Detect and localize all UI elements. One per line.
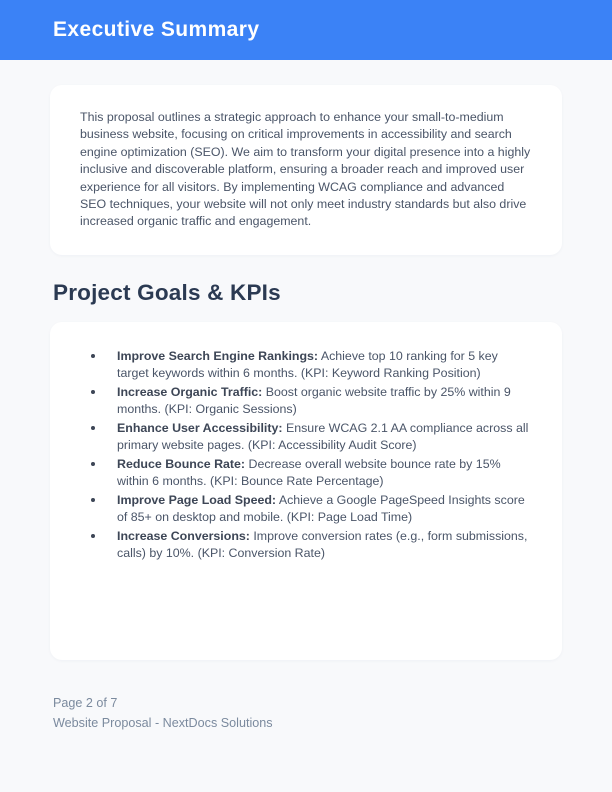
bullet-icon [91,426,95,430]
list-item [117,456,532,491]
goal-label: Reduce Bounce Rate: [117,456,246,471]
goal-label: Improve Search Engine Rankings: [117,348,319,363]
bullet-icon [91,462,95,466]
goal-text: Achieve top 10 ranking for 5 key target keywords within 6 months. (KPI: Keyword Ranking Position) [117,348,498,381]
page-footer [53,693,562,733]
goal-label: Increase Organic Traffic: [117,384,263,399]
bullet-icon [91,534,95,538]
page-header [0,0,612,60]
page-number: Page 2 of 7 [53,695,118,710]
section-title-project-goals: Project Goals & KPIs [53,279,281,305]
goal-text: Achieve a Google PageSpeed Insights score of 85+ on desktop and mobile. (KPI: Page Load Time) [117,492,525,525]
bullet-icon [91,498,95,502]
goal-text: Boost organic website traffic by 25% within 9 months. (KPI: Organic Sessions) [117,384,511,417]
executive-summary-text: This proposal outlines a strategic approach to enhance your small-to-medium business website, focusing on critical improvements in accessibility and search engine optimization (SEO). We aim to transform your digital presence into a highly inclusive and discoverable platform, ensuring a broader reach and improved user experience for all visitors. By implementing WCAG compliance and advanced SEO techniques, your website will not only meet industry standards but also drive increased organic traffic and engagement. [80,110,531,229]
list-item [117,528,532,563]
bullet-icon [91,354,95,358]
goal-label: Enhance User Accessibility: [117,420,283,435]
list-item [117,348,532,383]
list-item [117,420,532,455]
goal-text: Decrease overall website bounce rate by 15% within 6 months. (KPI: Bounce Rate Percentage) [117,456,501,489]
document-title: Website Proposal - NextDocs Solutions [53,715,273,730]
goal-label: Improve Page Load Speed: [117,492,277,507]
goal-text: Ensure WCAG 2.1 AA compliance across all primary website pages. (KPI: Accessibility Audit Score) [117,420,529,453]
goals-list [80,348,532,563]
bullet-icon [91,390,95,394]
goal-text: Improve conversion rates (e.g., form submissions, calls) by 10%. (KPI: Conversion Rate) [117,528,528,561]
executive-summary-card [50,85,562,255]
goal-label: Increase Conversions: [117,528,250,543]
list-item [117,384,532,419]
list-item [117,492,532,527]
page-title: Executive Summary [53,18,260,41]
goals-card [50,322,562,660]
